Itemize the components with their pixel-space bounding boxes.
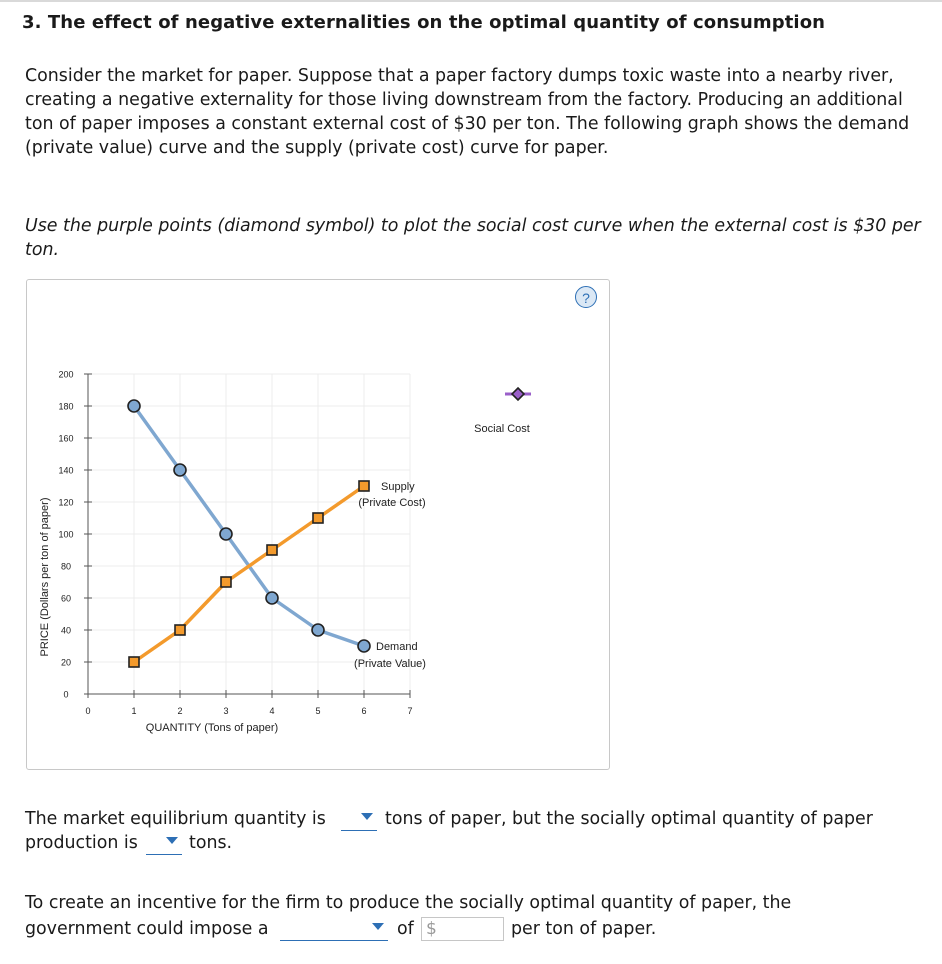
y-tick-label: 120: [58, 497, 74, 508]
x-axis-title: QUANTITY (Tons of paper): [145, 722, 279, 734]
y-tick-label: 40: [60, 625, 72, 636]
q2-text-3: of: [397, 919, 414, 939]
x-tick-label: 1: [131, 706, 137, 716]
y-tick-label: 20: [60, 657, 72, 668]
supply-point: [313, 513, 323, 523]
social-cost-diamond-marker[interactable]: [512, 388, 524, 400]
q1-text-1: The market equilibrium quantity is: [25, 809, 326, 829]
demand-point: [312, 624, 324, 636]
intro-paragraph: Consider the market for paper. Suppose that a paper factory dumps toxic waste into a nearby river, creating a negative externality for those living downstream from the factory. Producing an additional ton of paper imposes a constant external cost of $30 per ton. The following graph shows the demand (private value) curve and the supply (private cost) curve for paper.: [25, 66, 910, 158]
supply-legend-sublabel: (Private Cost): [358, 497, 426, 509]
x-tick-label: 5: [315, 706, 321, 716]
dollar-sign: $: [426, 919, 437, 939]
social-cost-label: Social Cost: [474, 423, 530, 435]
amount-input[interactable]: [421, 917, 504, 941]
demand-legend-marker: [358, 640, 370, 652]
q1-text-4: tons.: [189, 833, 233, 853]
instruction-text: Use the purple points (diamond symbol) to plot the social cost curve when the external cost is $30 per ton.: [25, 216, 921, 260]
q2-text-4: per ton of paper.: [511, 919, 657, 939]
supply-point: [267, 545, 277, 555]
q1-text-2: tons of paper, but the socially optimal quantity of paper: [385, 809, 873, 829]
supply-point: [221, 577, 231, 587]
supply-point: [129, 657, 139, 667]
y-tick-label: 160: [58, 433, 74, 444]
y-tick-label: 0: [63, 689, 69, 700]
y-tick-label: 100: [58, 529, 74, 540]
y-tick-label: 60: [60, 593, 72, 604]
y-tick-label: 140: [58, 465, 74, 476]
question-title: 3. The effect of negative externalities on the optimal quantity of consumption: [22, 12, 826, 33]
demand-legend-sublabel: (Private Value): [354, 658, 426, 670]
demand-point: [266, 592, 278, 604]
demand-point: [220, 528, 232, 540]
demand-legend-label: Demand: [376, 641, 418, 653]
supply-legend-label: Supply: [381, 481, 415, 493]
y-tick-label: 200: [58, 369, 74, 380]
chevron-down-icon: [361, 813, 373, 820]
x-tick-label: 3: [223, 706, 229, 716]
x-tick-label: 7: [407, 706, 413, 716]
demand-legend-connector: [318, 630, 364, 646]
chevron-down-icon: [372, 923, 384, 930]
q2-text-2: government could impose a: [25, 919, 269, 939]
y-tick-label: 80: [60, 561, 72, 572]
q2-text-1: To create an incentive for the firm to produce the socially optimal quantity of paper, the: [25, 893, 792, 913]
x-tick-label: 4: [269, 706, 275, 716]
policy-type-dropdown[interactable]: [280, 917, 388, 941]
chevron-down-icon: [166, 837, 178, 844]
y-tick-label: 180: [58, 401, 74, 412]
x-tick-label: 6: [361, 706, 367, 716]
x-tick-label: 0: [85, 706, 91, 716]
optimal-quantity-dropdown[interactable]: [146, 831, 182, 855]
x-tick-label: 2: [177, 706, 183, 716]
supply-legend-marker: [359, 481, 369, 491]
help-icon[interactable]: ?: [575, 286, 597, 308]
q1-text-3: production is: [25, 833, 138, 853]
equilibrium-quantity-dropdown[interactable]: [341, 807, 377, 831]
y-axis-title: PRICE (Dollars per ton of paper): [39, 497, 51, 657]
supply-point: [175, 625, 185, 635]
demand-point: [174, 464, 186, 476]
demand-point: [128, 400, 140, 412]
